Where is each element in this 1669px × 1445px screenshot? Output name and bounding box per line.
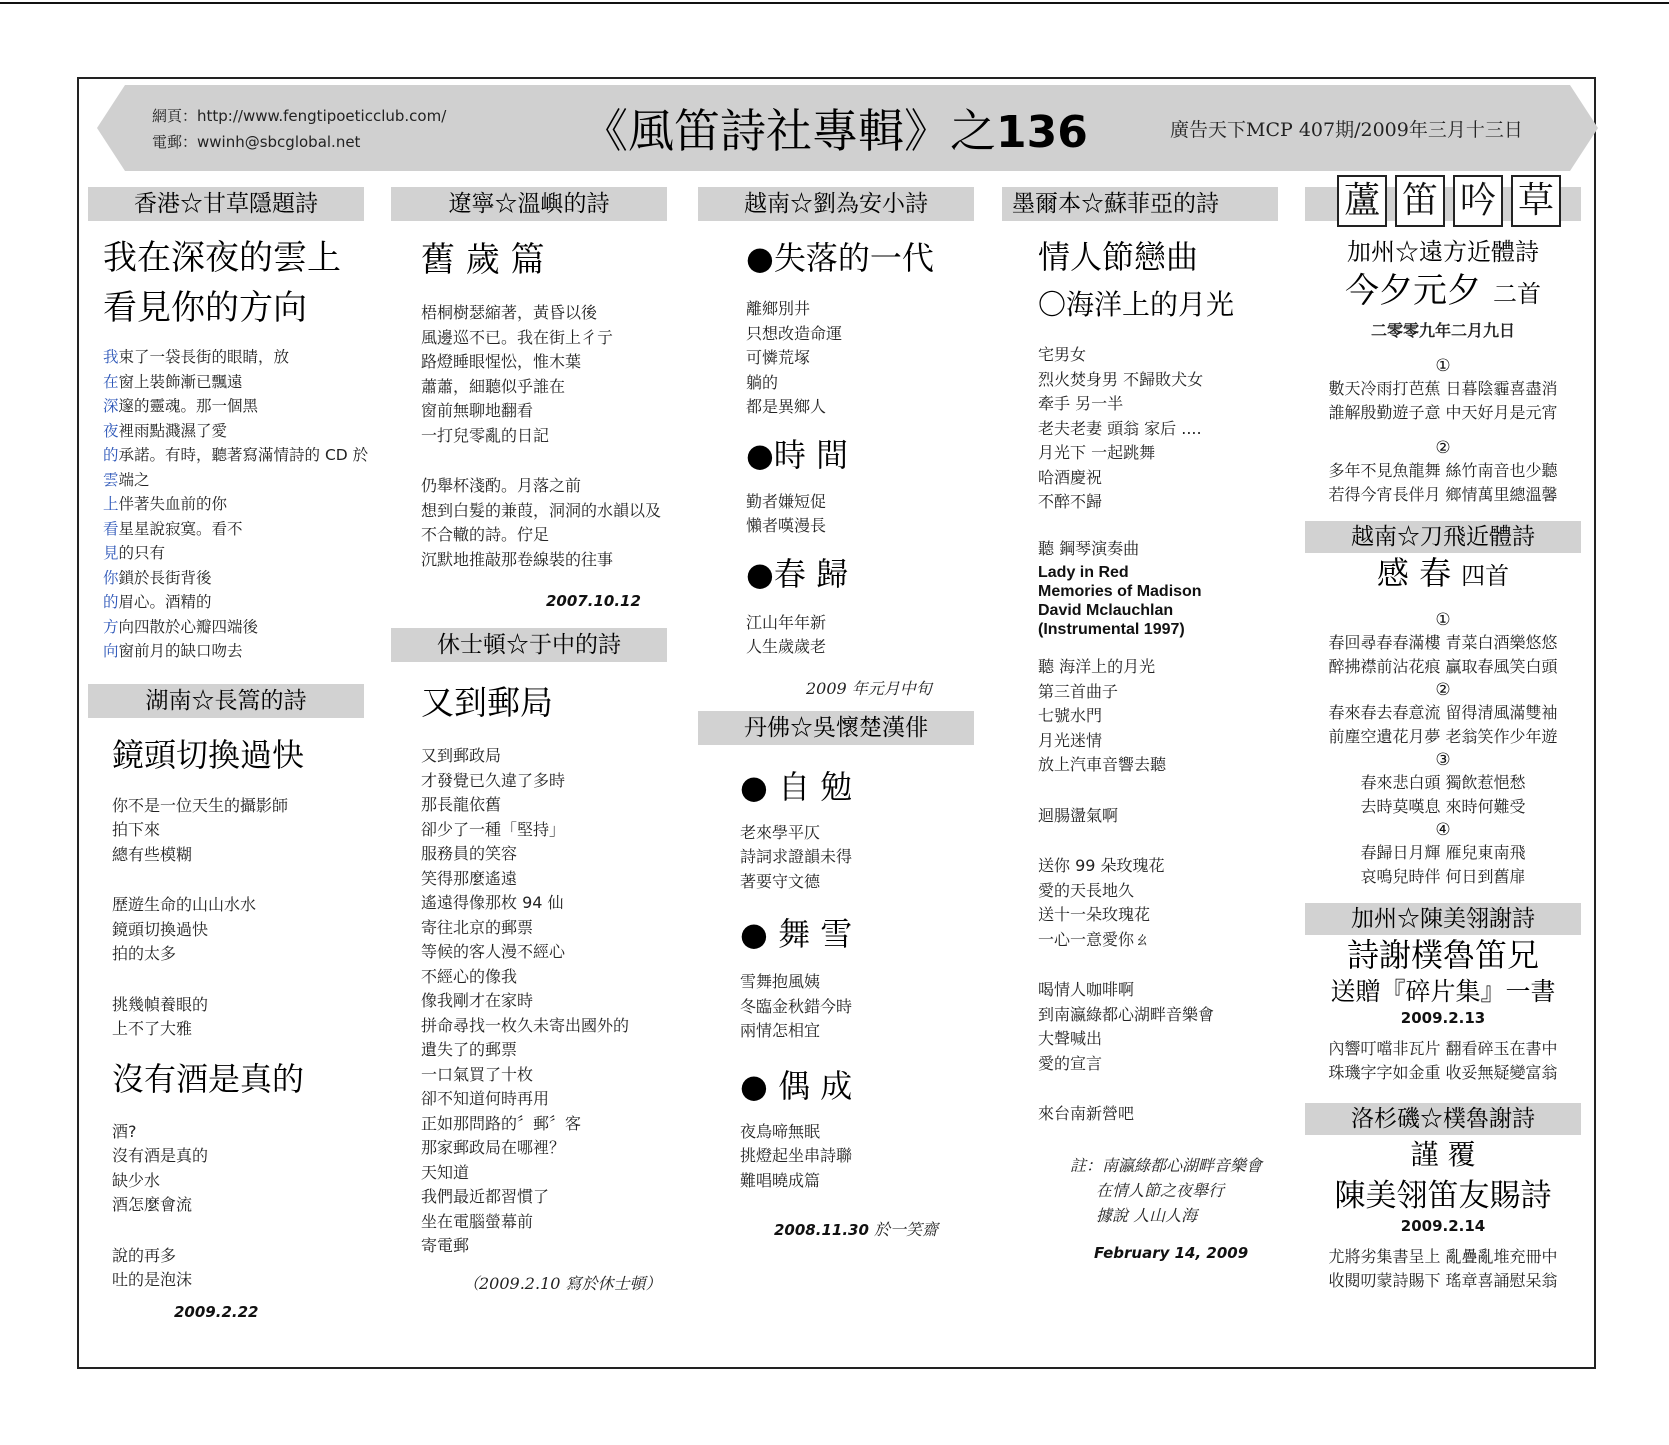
poem-line: 卻少了一種「堅持」 — [421, 819, 566, 839]
poem-title-text: 今夕元夕 — [1345, 271, 1481, 311]
poem-line: 江山年年新 — [746, 612, 827, 632]
poem-title: ● 舞 雪 — [740, 915, 853, 953]
title-char-box: 吟 — [1453, 175, 1503, 227]
poem-number: ④ — [1435, 820, 1451, 840]
stanza-gap — [1038, 1076, 1278, 1102]
poem-line: 春歸日月輝 雁兒東南飛 — [1360, 843, 1526, 862]
contact-info — [152, 103, 446, 155]
column-4 — [1002, 187, 1278, 1262]
poem-line: 珠璣字字如金重 收妥無疑變富翁 — [1328, 1063, 1558, 1082]
poem-date: 2009.2.14 — [1400, 1217, 1486, 1235]
section-header: 香港☆甘草隱題詩 — [88, 187, 364, 221]
poem-line: 牽手 另一半 — [1038, 394, 1124, 413]
acrostic-char: 看 — [103, 519, 119, 538]
poem-text: 邃的靈魂。那一個黑 — [118, 397, 259, 415]
poem-line: 離鄉別井 — [746, 299, 811, 318]
header-banner — [97, 85, 1598, 171]
date-number: 2008.11.30 — [774, 1221, 869, 1239]
poem-line: 兩情怎相宜 — [740, 1021, 821, 1040]
poem-line: 誰解殷勤遊子意 中天好月是元宵 — [1328, 403, 1558, 422]
poem-body — [746, 490, 974, 539]
poem-note — [1070, 1153, 1278, 1228]
poem-line — [103, 394, 364, 419]
poem-line: 難唱曉成篇 — [740, 1170, 821, 1190]
poem-body — [112, 794, 364, 1042]
poem-line — [103, 492, 364, 517]
poem-line — [103, 345, 364, 370]
poem-title: ●時 間 — [746, 435, 849, 474]
poem-line: 風邊巡不已。我在街上彳亍 — [421, 327, 614, 347]
poem-author: 加州☆遠方近體詩 — [1347, 238, 1539, 266]
acrostic-char: 的 — [103, 593, 119, 611]
acrostic-char: 向 — [103, 642, 119, 660]
poem-line: 不經心的像我 — [421, 966, 518, 986]
poem-body — [421, 301, 667, 572]
poem-line — [103, 541, 364, 566]
poem-body — [746, 297, 974, 420]
poem-line: 吐的是泡沫 — [112, 1270, 193, 1289]
poem-line: 一打兒零亂的日記 — [421, 425, 550, 445]
poem-title: 沒有酒是真的 — [112, 1059, 305, 1098]
poem-line: 宅男女 — [1038, 345, 1087, 364]
poem-line: 尤將劣集書呈上 亂疊亂堆充冊中 — [1328, 1247, 1558, 1266]
section-header: 墨爾本☆蘇菲亞的詩 — [1002, 187, 1278, 221]
poem-line: 冬臨金秋錯今時 — [740, 996, 853, 1016]
poem-line: 雪舞抱風姨 — [740, 972, 821, 991]
poem-line: 只想改造命運 — [746, 323, 843, 343]
poem-line: 愛的宣言 — [1038, 1053, 1103, 1073]
note-line: 在情人節之夜舉行 — [1096, 1180, 1225, 1200]
poem-date: 二零零九年二月九日 — [1370, 321, 1515, 340]
poem-line — [103, 419, 364, 444]
section-header: 越南☆刀飛近體詩 — [1305, 521, 1581, 553]
poem-line: 缺少水 — [112, 1170, 161, 1190]
poem-title: ●失落的一代 — [746, 239, 934, 277]
poem-title: 鏡頭切換過快 — [112, 735, 305, 774]
poem-line: 月光迷情 — [1038, 730, 1103, 750]
poem-text: 伴著失血前的你 — [118, 495, 228, 513]
poem-date: 2009 年元月中旬 — [806, 678, 932, 698]
poem-line: 送你 99 朵玫瑰花 — [1038, 856, 1165, 875]
column-title-boxes — [1337, 175, 1561, 227]
poem-title: 詩謝樸魯笛兄 — [1346, 936, 1539, 974]
song-album: Memories of Madison — [1038, 583, 1202, 600]
poem-title: 我在深夜的雲上 — [103, 238, 341, 278]
acrostic-char: 上 — [103, 495, 119, 513]
acrostic-char: 方 — [103, 617, 119, 636]
poem-text: 眉心。酒精的 — [118, 593, 212, 611]
poem-text: 束了一袋長街的眼睛，放 — [118, 348, 290, 366]
poem-line: 春來春去春意流 留得清風滿雙袖 — [1328, 703, 1558, 722]
poem-number: ① — [1435, 356, 1451, 376]
poem-line: 來台南新營吧 — [1038, 1104, 1135, 1123]
poem-line: 老來學平仄 — [740, 822, 821, 842]
acrostic-char: 我 — [103, 348, 119, 366]
poem-line: 服務員的笑容 — [421, 844, 518, 863]
poem-date: 2007.10.12 — [546, 592, 641, 610]
poem-line: 收閱叨蒙詩賜下 瑤章喜誦慰呆翁 — [1328, 1271, 1558, 1290]
poem-line: 鏡頭切換過快 — [112, 919, 209, 939]
stanza-gap — [112, 867, 364, 893]
poem-count: 四首 — [1461, 562, 1510, 590]
title-char-box: 蘆 — [1337, 175, 1387, 227]
poem-date: （2009.2.10 寫於休士頓） — [463, 1273, 662, 1293]
poem-text: 的只有 — [118, 544, 166, 562]
poem-line: 寄往北京的郵票 — [421, 917, 534, 937]
poem-text: 裡雨點濺濕了愛 — [118, 421, 228, 440]
poem-title: ● 偶 成 — [740, 1066, 853, 1105]
column-5-content — [1305, 235, 1581, 1293]
poem-line: 拍下來 — [112, 820, 161, 839]
poem-line: 路燈睡眼惺忪，惟木葉 — [421, 352, 582, 371]
poem-number: ② — [1435, 680, 1451, 700]
poem-number: ② — [1435, 438, 1451, 458]
poem-line: 像我剛才在家時 — [421, 991, 534, 1010]
poem-line: 躺的 — [746, 372, 779, 392]
poem-line: 詩詞求證韻未得 — [740, 847, 853, 866]
poem-line: 天知道 — [421, 1162, 470, 1182]
poem-line: 送十一朵玫瑰花 — [1038, 905, 1151, 924]
poem-date: February 14, 2009 — [1094, 1243, 1249, 1262]
poem-line: 等候的客人漫不經心 — [421, 942, 566, 961]
poem-line: 窗前無聊地翻看 — [421, 401, 534, 420]
poem-date: 2009.2.13 — [1400, 1009, 1486, 1027]
poem-line: 可憐荒塚 — [746, 348, 811, 367]
poem-body — [421, 744, 667, 1259]
email-link[interactable]: 電郵：wwinh@sbcglobal.net — [152, 133, 361, 151]
section-header: 洛杉磯☆樸魯謝詩 — [1305, 1103, 1581, 1135]
section-header: 加州☆陳美翎謝詩 — [1305, 903, 1581, 935]
poem-line: 哈酒慶祝 — [1038, 467, 1103, 487]
stanza-gap — [112, 1218, 364, 1244]
column-2 — [391, 187, 667, 1294]
section-header: 丹佛☆吳懷楚漢俳 — [698, 711, 974, 745]
poem-line: 才發覺已久違了多時 — [421, 770, 566, 790]
poem-line — [103, 468, 364, 493]
poem-subtitle: 陳美翎笛友賜詩 — [1334, 1178, 1552, 1214]
section-header: 越南☆劉為安小詩 — [698, 187, 974, 221]
poem-text: 端之 — [118, 470, 150, 489]
poem-text: 星星說寂寞。看不 — [118, 519, 243, 538]
poem-line — [103, 615, 364, 640]
poem-body — [1038, 343, 1278, 515]
section-header: 湖南☆長篙的詩 — [88, 684, 364, 718]
poem-line: 放上汽車音響去聽 — [1038, 755, 1167, 774]
poem-line: 一心一意愛你ㄠ — [1038, 929, 1151, 949]
poem-line: 遺失了的郵票 — [421, 1040, 518, 1059]
song-title: Lady in Red — [1038, 564, 1129, 581]
poem-line: 拍的太多 — [112, 944, 177, 963]
poem-line — [103, 639, 364, 664]
song-artist: David Mclauchlan — [1038, 602, 1174, 619]
poem-line: 去時莫嘆息 來時何難受 — [1360, 797, 1526, 816]
note-line: 據說 人山人海 — [1096, 1205, 1198, 1225]
poem-line: 春回尋春春滿樓 青菜白酒樂悠悠 — [1328, 633, 1558, 652]
poem-line: 遙遠得像那枚 94 仙 — [421, 893, 564, 912]
poem-line: 酒怎麼會流 — [112, 1195, 193, 1214]
poem-line: 懶者嘆漫長 — [746, 516, 827, 535]
poem-text: 向四散於心瓣四端後 — [118, 617, 259, 636]
poem-body — [112, 1120, 364, 1293]
poem-line: 又到郵政局 — [421, 746, 502, 765]
poem-number: ③ — [1435, 750, 1451, 770]
page-title — [582, 95, 1088, 161]
poem-title — [1305, 553, 1581, 599]
poem-number: ① — [1435, 610, 1451, 630]
title-char-box: 草 — [1511, 175, 1561, 227]
stanza-gap — [1038, 778, 1278, 804]
poem-body — [740, 821, 974, 895]
poem-line: 烈火焚身男 不歸敗犬女 — [1038, 369, 1204, 389]
poem-line: 哀鳴兒時伴 何日到舊扉 — [1360, 867, 1526, 886]
poem-title-text: 感 春 — [1376, 554, 1452, 592]
poem-line: 寄電郵 — [421, 1236, 470, 1255]
poem-line — [103, 443, 369, 468]
acrostic-poem — [103, 345, 369, 664]
poem-line: 前塵空遺花月夢 老翁笑作少年遊 — [1328, 727, 1558, 746]
poem-subtitle: 〇海洋上的月光 — [1038, 288, 1235, 321]
poem-title: 情人節戀曲 — [1038, 238, 1199, 276]
poem-line: 想到白髮的兼葭，洞洞的水韻以及 — [421, 500, 662, 520]
issue-info: 廣告天下MCP 407期/2009年三月十三日 — [1170, 119, 1523, 141]
poem-line: 不合轍的詩。佇足 — [421, 525, 550, 544]
stanza-gap — [112, 967, 364, 993]
poem-line: 梧桐樹瑟縮著，黃昏以後 — [421, 303, 598, 322]
poem-line: 人生歲歲老 — [746, 637, 827, 656]
poem-line: 說的再多 — [112, 1245, 177, 1265]
poem-line: 坐在電腦螢幕前 — [421, 1211, 534, 1231]
poem-line: 酒? — [112, 1121, 137, 1141]
acrostic-char: 你 — [103, 568, 119, 587]
acrostic-char: 深 — [103, 397, 119, 415]
acrostic-char: 雲 — [103, 470, 119, 489]
poem-title: 看見你的方向 — [103, 288, 307, 328]
poem-line: 你不是一位天生的攝影師 — [112, 795, 289, 815]
poem-text: 承諾。有時，聽著寫滿情詩的 CD 於 — [118, 446, 369, 464]
acrostic-char: 在 — [103, 372, 119, 391]
poem-line: 聽 海洋上的月光 — [1038, 657, 1156, 676]
column-1 — [88, 187, 369, 1321]
poem-text: 窗前月的缺口吻去 — [118, 642, 243, 660]
section-header: 休士頓☆于中的詩 — [391, 628, 667, 662]
poem-title: 舊 歲 篇 — [421, 240, 545, 280]
poem-title: 又到郵局 — [421, 683, 553, 722]
poem-line: 到南瀛綠都心湖畔音樂會 — [1038, 1004, 1215, 1024]
poem-line: 挑幾幀養眼的 — [112, 994, 209, 1014]
poem-line: 醉拂襟前沾花痕 贏取春風笑白頭 — [1328, 657, 1558, 676]
poem-title: ●春 歸 — [746, 554, 849, 593]
poem-line: 夜鳥啼無眠 — [740, 1121, 821, 1141]
poem-title: ● 自 勉 — [740, 767, 853, 806]
poem-text: 窗上裝飾漸已飄遠 — [118, 372, 243, 391]
poem-body — [1038, 655, 1278, 1127]
poem-line: 我們最近都習慣了 — [421, 1187, 550, 1206]
poem-line: 總有些模糊 — [112, 844, 193, 864]
poem-line: 愛的天長地久 — [1038, 880, 1135, 900]
poem-title — [1305, 269, 1581, 319]
poem-line: 數天冷雨打芭蕉 日暮陰霾喜盡消 — [1328, 379, 1558, 398]
poem-line: 聽 鋼琴演奏曲 — [1038, 538, 1140, 558]
stanza-gap — [1038, 952, 1278, 978]
poem-line: 喝情人咖啡啊 — [1038, 980, 1135, 999]
poem-line: 挑燈起坐串詩聯 — [740, 1146, 853, 1165]
poem-line: 春來悲白頭 獨飲惹悒愁 — [1360, 773, 1526, 792]
music-note — [1038, 537, 1278, 562]
poem-count: 二首 — [1493, 280, 1541, 308]
poem-line: 多年不見魚龍舞 絲竹南音也少聽 — [1328, 461, 1558, 480]
page-title-text: 《風笛詩社專輯》之 — [582, 104, 996, 158]
poem-line: 迴腸盪氣啊 — [1038, 805, 1119, 825]
song-credits — [1038, 563, 1278, 639]
poem-line: 勤者嫌短促 — [746, 491, 827, 511]
poem-line: 正如那問路的〞郵〞客 — [421, 1113, 582, 1133]
section-header: 遼寧☆溫嶼的詩 — [391, 187, 667, 221]
poem-line: 內響叮噹非瓦片 翻看碎玉在書中 — [1328, 1039, 1558, 1058]
poem-line: 上不了大雅 — [112, 1019, 193, 1038]
poem-title: 謹 覆 — [1410, 1138, 1476, 1171]
acrostic-char: 的 — [103, 446, 119, 464]
poem-date — [774, 1217, 974, 1240]
poem-text: 鎖於長街背後 — [118, 568, 212, 587]
poem-line: 大聲喊出 — [1038, 1029, 1103, 1048]
poem-line: 拼命尋找一枚久未寄出國外的 — [421, 1015, 630, 1035]
poem-line: 不醉不歸 — [1038, 492, 1103, 511]
poem-line — [103, 566, 364, 591]
acrostic-char: 見 — [103, 544, 119, 562]
poem-line: 若得今宵長伴月 鄉情萬里總溫馨 — [1328, 485, 1558, 504]
poem-line — [103, 590, 364, 615]
poem-line: 沒有酒是真的 — [112, 1146, 209, 1165]
poem-line: 笑得那麼遙遠 — [421, 868, 518, 888]
poem-subtitle: 送贈『碎片集』一書 — [1330, 977, 1556, 1006]
poem-line: 老夫老妻 頭翁 家后 .... — [1038, 418, 1202, 438]
poem-line: 七號水門 — [1038, 706, 1103, 725]
poem-line: 著要守文德 — [740, 871, 821, 891]
stanza-gap — [421, 448, 667, 474]
poem-body — [746, 611, 974, 660]
poem-line: 沉默地推敲那卷線裝的往事 — [421, 549, 614, 569]
issue-number: 136 — [996, 107, 1088, 158]
date-place: 於一笑齋 — [868, 1220, 938, 1239]
poem-line: 卻不知道何時再用 — [421, 1089, 550, 1108]
title-char-box: 笛 — [1395, 175, 1445, 227]
poem-line: 那家郵政局在哪裡？ — [421, 1138, 566, 1157]
poem-body — [740, 970, 974, 1044]
song-info: (Instrumental 1997) — [1038, 621, 1185, 638]
poem-line: 歷遊生命的山山水水 — [112, 895, 257, 914]
column-3 — [698, 187, 974, 1240]
poem-line: 一口氣買了十枚 — [421, 1064, 534, 1084]
stanza-gap — [1038, 828, 1278, 854]
poem-line — [103, 517, 364, 542]
poem-line: 蕭蕭，細聽似乎誰在 — [421, 376, 566, 396]
poem-line: 第三首曲子 — [1038, 681, 1119, 701]
poem-line: 都是異鄉人 — [746, 397, 827, 416]
poem-body — [740, 1120, 974, 1194]
top-rule — [0, 2, 1669, 4]
poem-line — [103, 370, 364, 395]
poem-line: 月光下 一起跳舞 — [1038, 443, 1156, 462]
website-link[interactable]: 網頁：http://www.fengtipoeticclub.com/ — [152, 107, 447, 125]
poem-line: 那長龍依舊 — [421, 795, 502, 814]
poem-date: 2009.2.22 — [174, 1302, 259, 1321]
acrostic-char: 夜 — [103, 421, 119, 440]
note-line: 註：南瀛綠都心湖畔音樂會 — [1070, 1155, 1263, 1175]
poem-line: 仍舉杯淺酌。月落之前 — [421, 476, 582, 495]
